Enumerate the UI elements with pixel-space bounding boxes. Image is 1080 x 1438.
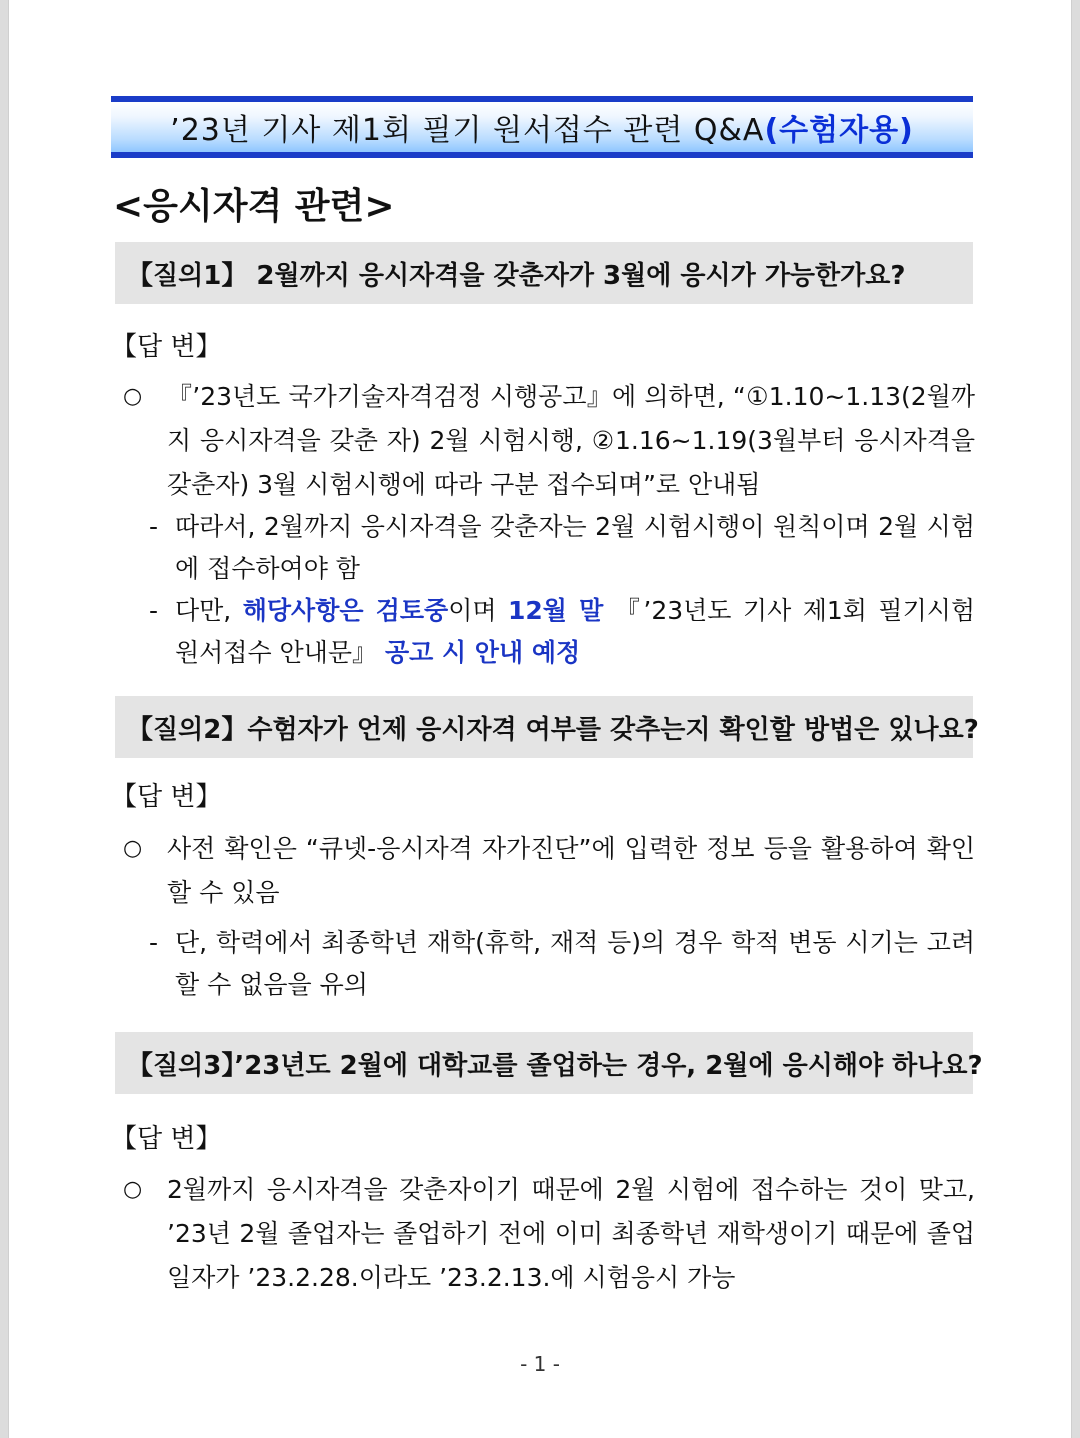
- q1-bullet-text: 『’23년도 국가기술자격검정 시행공고』에 의하면, “①1.10~1.13(2월까지 응시자격을 갖춘 자) 2월 시험시행, ②1.16~1.19(3월부터 응시자격을 갖춘자) 3월 시험시행에 따라 구분 접수되며”로 안내됨: [167, 382, 975, 499]
- document-page: [8, 0, 1072, 1438]
- answer-label-3: 【답 변】: [111, 1124, 222, 1154]
- dash-bullet-icon: -: [149, 928, 159, 957]
- q1-dash-2-highlight-notice: 공고 시 안내 예정: [384, 638, 581, 667]
- question-1-text: 【질의1】 2월까지 응시자격을 갖춘자가 3월에 응시가 가능한가요?: [127, 260, 906, 291]
- dash-bullet-icon: -: [149, 596, 159, 625]
- section-heading: <응시자격 관련>: [113, 186, 395, 227]
- q1-dash-1: [149, 506, 975, 590]
- dash-bullet-icon: -: [149, 512, 159, 541]
- question-2-box: [115, 696, 979, 758]
- circle-bullet-icon: ○: [123, 1177, 143, 1202]
- q2-bullet: [123, 827, 975, 915]
- q2-dash-1-text: 단, 학력에서 최종학년 재학(휴학, 재적 등)의 경우 학적 변동 시기는 고려할 수 없음을 유의: [175, 928, 975, 999]
- q1-dash-2-part-c: 이며: [448, 596, 508, 625]
- title-highlight: (수험자용): [764, 113, 914, 148]
- question-2-text: 【질의2】수험자가 언제 응시자격 여부를 갖추는지 확인할 방법은 있나요?: [127, 714, 979, 745]
- q2-bullet-text: 사전 확인은 “큐넷-응시자격 자가진단”에 입력한 정보 등을 활용하여 확인할 수 있음: [167, 834, 975, 907]
- q3-bullet: [123, 1168, 975, 1300]
- q2-dash-1: [149, 922, 975, 1006]
- q1-dash-2: [149, 590, 975, 674]
- question-3-text: 【질의3】’23년도 2월에 대학교를 졸업하는 경우, 2월에 응시해야 하나요?: [127, 1050, 983, 1081]
- circle-bullet-icon: ○: [123, 836, 143, 861]
- answer-label-2: 【답 변】: [111, 782, 222, 812]
- q1-dash-2-highlight-date: 12월 말: [508, 596, 604, 625]
- question-1-box: [115, 242, 973, 304]
- document-title: [111, 96, 973, 158]
- circle-bullet-icon: ○: [123, 384, 143, 409]
- q1-bullet: [123, 375, 975, 507]
- q1-dash-1-text: 따라서, 2월까지 응시자격을 갖춘자는 2월 시험시행이 원칙이며 2월 시험에 접수하여야 함: [175, 512, 975, 583]
- q1-dash-2-part-e: 『’23년도 기사 제1회 필기시험 원서접수 안내문』: [175, 596, 976, 667]
- q1-dash-2-part-a: 다만,: [175, 596, 243, 625]
- page-number: - 1 -: [520, 1352, 560, 1376]
- answer-label-1: 【답 변】: [111, 332, 222, 362]
- q3-bullet-text: 2월까지 응시자격을 갖춘자이기 때문에 2월 시험에 접수하는 것이 맞고, ’23년 2월 졸업자는 졸업하기 전에 이미 최종학년 재학생이기 때문에 졸업일자가 ’23.2.28.이라도 ’23.2.13.에 시험응시 가능: [167, 1175, 975, 1292]
- q1-dash-2-text: [171, 590, 975, 674]
- title-prefix: ’23년 기사 제1회 필기 원서접수 관련 Q&A: [170, 113, 765, 148]
- q1-dash-2-highlight-review: 해당사항은 검토중: [242, 596, 449, 625]
- question-3-box: [115, 1032, 983, 1094]
